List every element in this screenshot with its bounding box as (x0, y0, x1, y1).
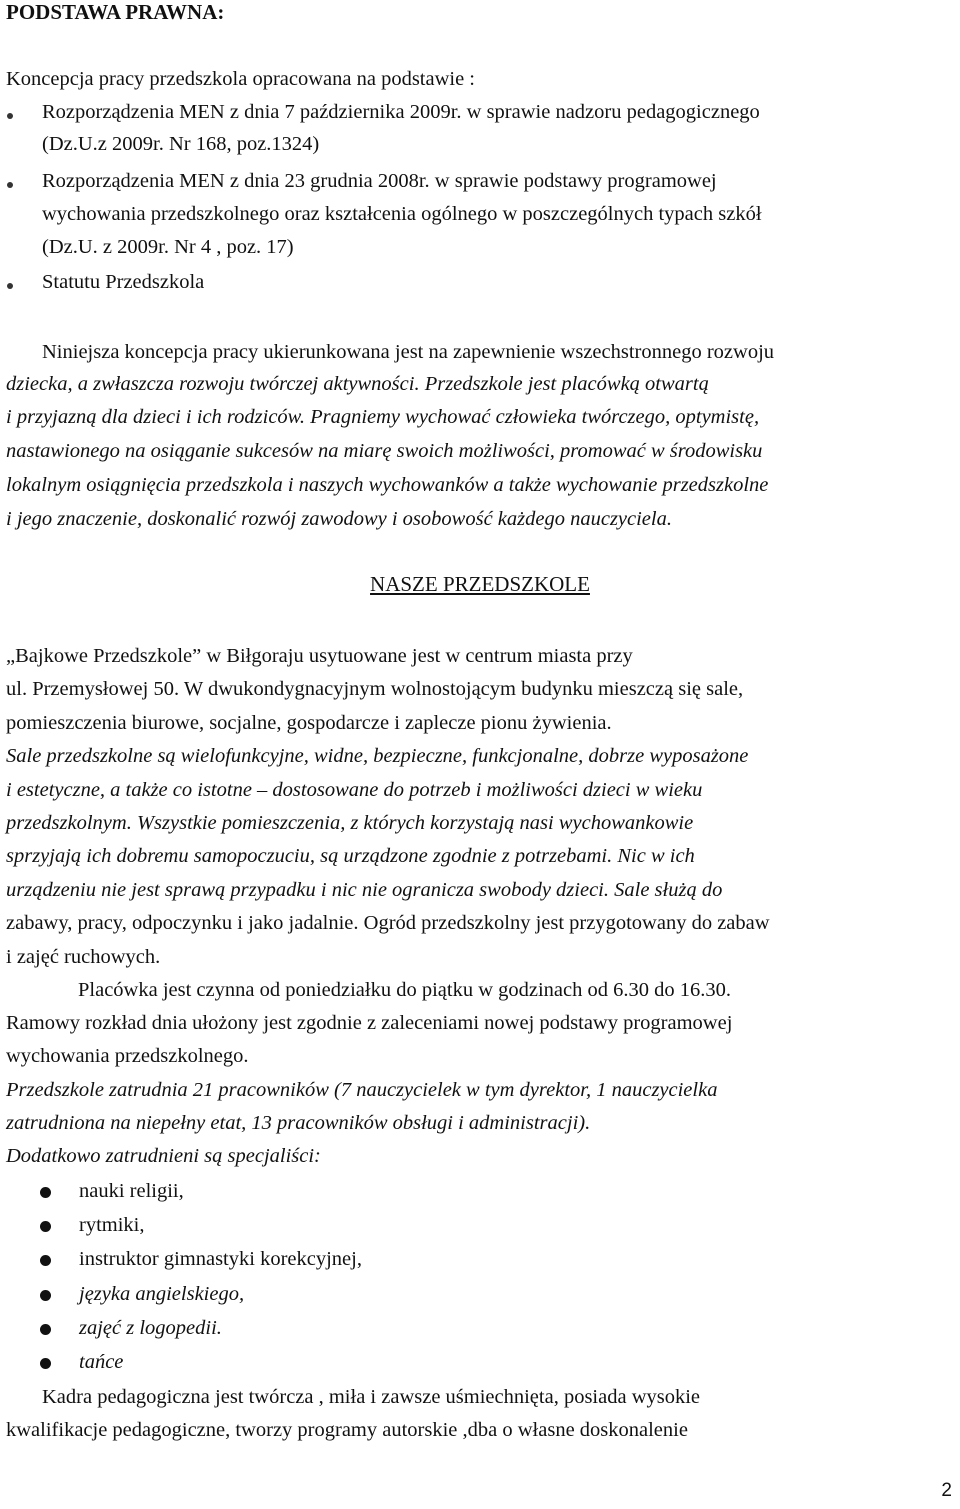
legal-item-2-line-3: (Dz.U. z 2009r. Nr 4 , poz. 17) (42, 236, 294, 258)
school-line-12: Ramowy rozkład dnia ułożony jest zgodnie z zaleceniami nowej podstawy programowej (6, 1012, 733, 1034)
school-line-8: urządzeniu nie jest sprawą przypadku i nic nie ogranicza swobody dzieci. Sale służą do (6, 879, 723, 901)
school-line-7: sprzyjają ich dobremu samopoczuciu, są urządzone zgodnie z potrzebami. Nic w ich (6, 845, 695, 867)
staff-line-2: kwalifikacje pedagogiczne, tworzy programy autorskie ,dba o własne doskonalenie (6, 1419, 688, 1441)
page-number: 2 (941, 1480, 952, 1501)
concept-line-4: nastawionego na osiąganie sukcesów na miarę swoich możliwości, promować w środowisku (6, 440, 763, 462)
legal-item-1-line-2: (Dz.U.z 2009r. Nr 168, poz.1324) (42, 133, 320, 155)
specialist-item: instruktor gimnastyki korekcyjnej, (79, 1248, 362, 1270)
section-title-text: NASZE PRZEDSZKOLE (370, 572, 590, 596)
intro-text: Koncepcja pracy przedszkola opracowana na podstawie : (6, 68, 476, 90)
staff-count-line-1: Przedszkole zatrudnia 21 pracowników (7 nauczycielek w tym dyrektor, 1 nauczycielka (6, 1079, 718, 1101)
legal-item-2-line-2: wychowania przedszkolnego oraz kształcenia ogólnego w poszczególnych typach szkół (42, 203, 762, 225)
concept-line-3: i przyjazną dla dzieci i ich rodziców. Pragniemy wychować człowieka twórczego, optymistę, (6, 406, 760, 428)
school-line-2: ul. Przemysłowej 50. W dwukondygnacyjnym wolnostojącym budynku mieszczą się sale, (6, 678, 744, 700)
bullet-icon (40, 1187, 51, 1198)
school-line-6: przedszkolnym. Wszystkie pomieszczenia, z których korzystają nasi wychowankowie (6, 812, 694, 834)
school-line-1: „Bajkowe Przedszkole” w Biłgoraju usytuowane jest w centrum miasta przy (6, 645, 633, 667)
legal-item-3-line-1: Statutu Przedszkola (42, 271, 205, 293)
bullet-icon (40, 1221, 51, 1232)
bullet-icon (40, 1324, 51, 1335)
specialist-item: rytmiki, (79, 1214, 145, 1236)
school-line-9: zabawy, pracy, odpoczynku i jako jadalnie. Ogród przedszkolny jest przygotowany do zabaw (6, 912, 770, 934)
bullet-icon (40, 1358, 51, 1369)
specialist-item: języka angielskiego, (79, 1283, 245, 1305)
staff-count-line-2: zatrudniona na niepełny etat, 13 pracowników obsługi i administracji). (6, 1112, 591, 1134)
bullet-icon (7, 283, 13, 289)
school-line-3: pomieszczenia biurowe, socjalne, gospodarcze i zaplecze pionu żywienia. (6, 712, 612, 734)
concept-line-6: i jego znaczenie, doskonalić rozwój zawodowy i osobowość każdego nauczyciela. (6, 508, 672, 530)
specialist-item: zajęć z logopedii. (79, 1317, 222, 1339)
legal-item-2-line-1: Rozporządzenia MEN z dnia 23 grudnia 2008r. w sprawie podstawy programowej (42, 170, 717, 192)
section-title (0, 572, 960, 597)
bullet-icon (7, 182, 13, 188)
concept-line-5: lokalnym osiągnięcia przedszkola i naszych wychowanków a także wychowanie przedszkolne (6, 474, 769, 496)
school-line-5: i estetyczne, a także co istotne – dostosowane do potrzeb i możliwości dzieci w wieku (6, 779, 703, 801)
school-line-4: Sale przedszkolne są wielofunkcyjne, widne, bezpieczne, funkcjonalne, dobrze wyposażone (6, 745, 749, 767)
school-line-13: wychowania przedszkolnego. (6, 1045, 249, 1067)
concept-line-1: Niniejsza koncepcja pracy ukierunkowana jest na zapewnienie wszechstronnego rozwoju (42, 341, 775, 363)
bullet-icon (40, 1290, 51, 1301)
legal-basis-heading: PODSTAWA PRAWNA: (6, 0, 225, 24)
school-line-10: i zajęć ruchowych. (6, 946, 161, 968)
bullet-icon (40, 1255, 51, 1266)
opening-hours: Placówka jest czynna od poniedziałku do piątku w godzinach od 6.30 do 16.30. (78, 979, 732, 1001)
bullet-icon (7, 113, 13, 119)
concept-line-2: dziecka, a zwłaszcza rozwoju twórczej aktywności. Przedszkole jest placówką otwartą (6, 373, 709, 395)
specialist-item: tańce (79, 1351, 124, 1373)
staff-line-1: Kadra pedagogiczna jest twórcza , miła i zawsze uśmiechnięta, posiada wysokie (42, 1386, 701, 1408)
specialists-intro: Dodatkowo zatrudnieni są specjaliści: (6, 1145, 321, 1167)
legal-item-1-line-1: Rozporządzenia MEN z dnia 7 października 2009r. w sprawie nadzoru pedagogicznego (42, 101, 760, 123)
specialist-item: nauki religii, (79, 1180, 184, 1202)
